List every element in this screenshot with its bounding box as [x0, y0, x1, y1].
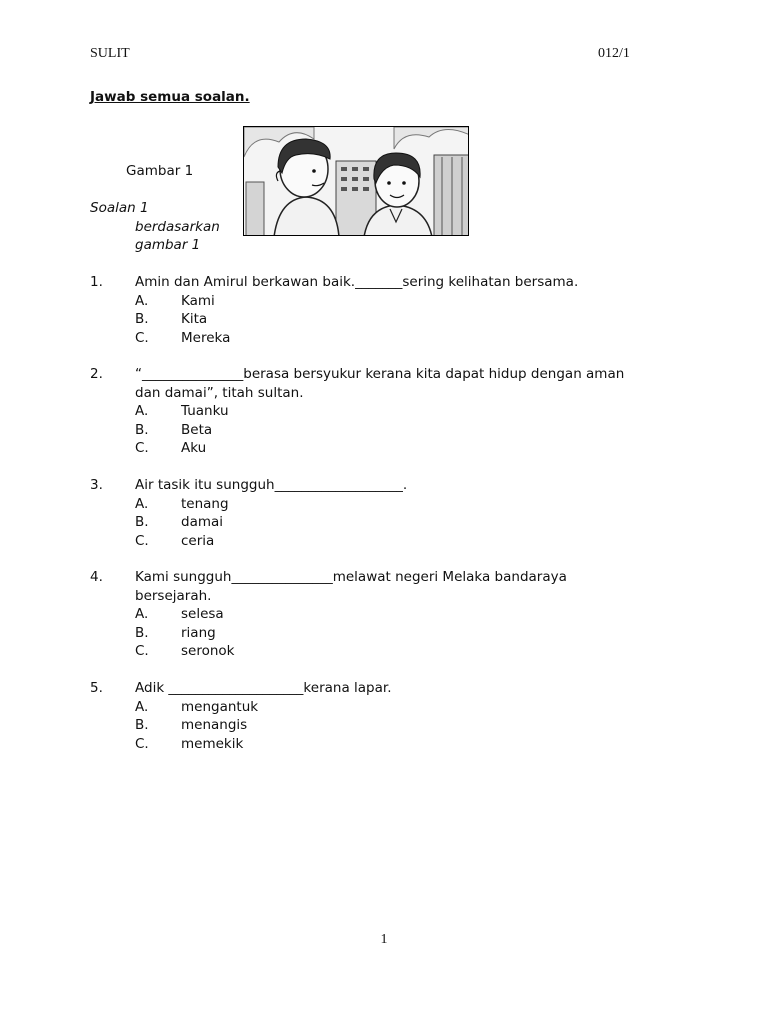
reference-line-3: gambar 1 — [135, 237, 201, 253]
question-stem-continued: bersejarah. — [135, 587, 212, 604]
option-b: B. damai — [135, 514, 224, 530]
question-number: 3. — [90, 477, 103, 493]
option-a: A. Tuanku — [135, 403, 229, 419]
question-stem: Kami sungguh_______________melawat negeri Melaka bandaraya — [135, 569, 567, 585]
option-a: A. tenang — [135, 495, 229, 512]
option-b: B. Kita — [135, 311, 208, 327]
question-stem: “_______________berasa bersyukur kerana kita dapat hidup dengan aman — [135, 366, 625, 382]
question-number: 2. — [90, 366, 103, 382]
question-1 — [90, 273, 670, 347]
page-header-right: 012/1 — [598, 46, 630, 61]
option-c: C. ceria — [135, 532, 215, 549]
question-number: 5. — [90, 680, 103, 696]
question-3 — [90, 476, 670, 550]
instruction-heading: Jawab semua soalan. — [90, 89, 250, 105]
option-b: B. menangis — [135, 717, 248, 733]
page-header-left: SULIT — [90, 46, 130, 61]
option-c: C. seronok — [135, 643, 235, 659]
question-4 — [90, 568, 670, 660]
figure-reference-note — [90, 199, 220, 255]
question-stem: Air tasik itu sungguh___________________. — [135, 477, 408, 493]
question-stem-continued: dan damai”, titah sultan. — [135, 384, 304, 401]
question-stem: Adik ____________________kerana lapar. — [135, 680, 392, 696]
option-c: C. Mereka — [135, 329, 231, 346]
question-number: 1. — [90, 274, 103, 290]
option-b: B. riang — [135, 624, 216, 641]
option-a: A. Kami — [135, 292, 215, 309]
question-stem: Amin dan Amirul berkawan baik._______sering kelihatan bersama. — [135, 274, 579, 290]
option-c: C. memekik — [135, 735, 244, 752]
option-c: C. Aku — [135, 440, 207, 456]
figure-label: Gambar 1 — [126, 163, 194, 179]
question-number: 4. — [90, 569, 103, 585]
illustration-drawing — [244, 127, 469, 236]
reference-line-2: berdasarkan — [135, 218, 220, 235]
illustration-two-boys — [243, 126, 469, 236]
question-5 — [90, 679, 670, 753]
option-a: A. selesa — [135, 606, 224, 622]
page-number: 1 — [380, 932, 388, 947]
reference-line-1: Soalan 1 — [90, 200, 149, 216]
option-b: B. Beta — [135, 421, 213, 438]
question-2 — [90, 365, 670, 457]
option-a: A. mengantuk — [135, 698, 259, 715]
